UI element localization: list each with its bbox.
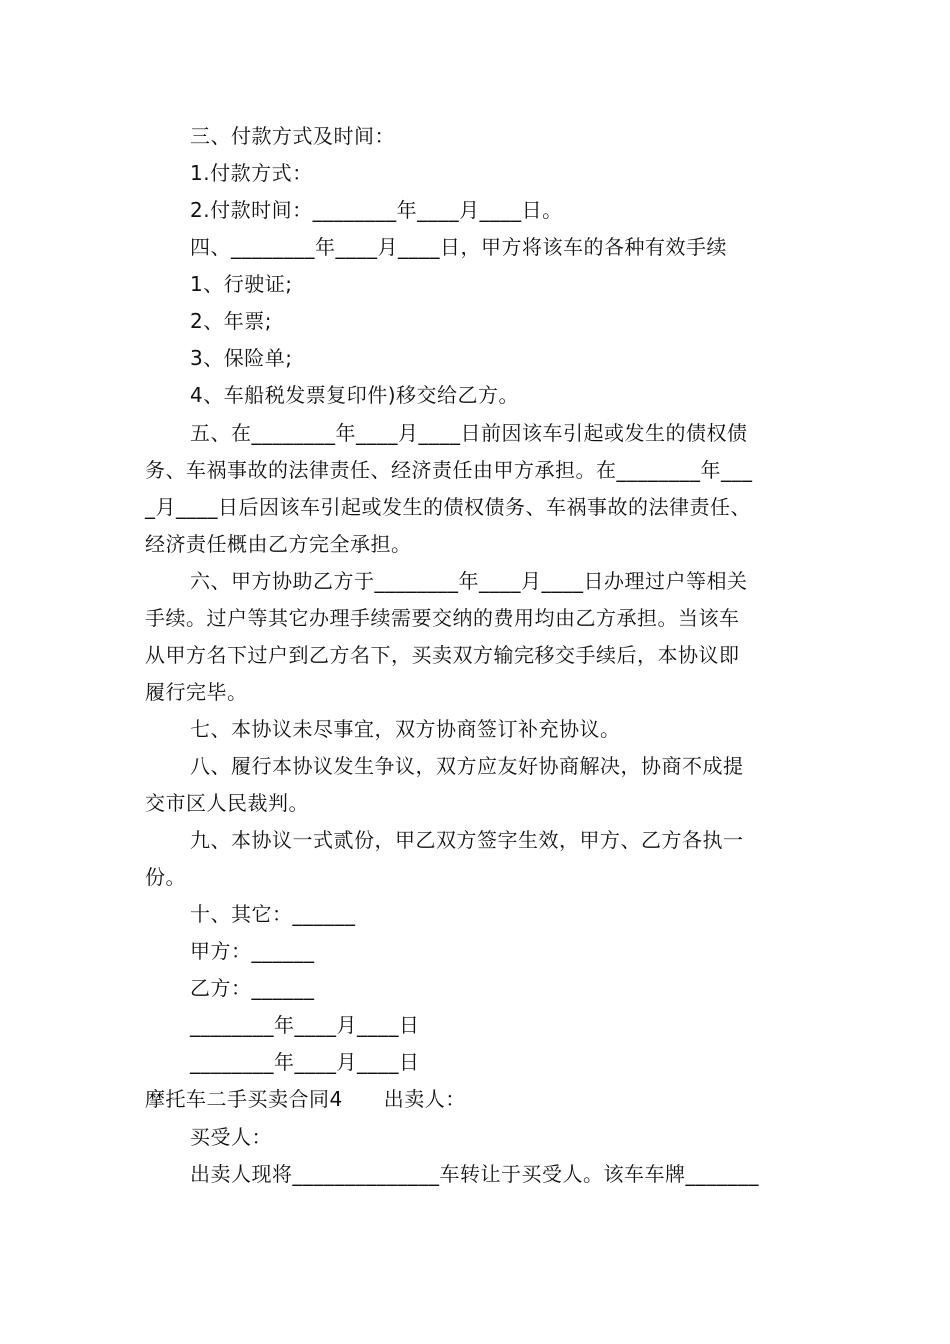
section-6-line-4: 履行完毕。 xyxy=(145,680,248,704)
list-item-1: 1、行驶证; xyxy=(190,272,293,296)
contract-4-title-line: 摩托车二手买卖合同4 出卖人： xyxy=(145,1087,466,1111)
date-line-1: ________年____月____日 xyxy=(190,1013,420,1037)
section-5-line-4: 经济责任概由乙方完全承担。 xyxy=(145,532,412,556)
date-line-2: ________年____月____日 xyxy=(190,1050,420,1074)
section-9-line-2: 份。 xyxy=(145,865,186,889)
list-item-2: 2、年票; xyxy=(190,309,272,333)
section-8-line-2: 交市区人民裁判。 xyxy=(145,791,309,815)
payment-time-line: 2.付款时间：________年____月____日。 xyxy=(190,198,563,222)
section-7-line: 七、本协议未尽事宜，双方协商签订补充协议。 xyxy=(190,717,621,741)
section-4-line: 四、________年____月____日，甲方将该车的各种有效手续 xyxy=(190,235,727,259)
section-5-line-1: 五、在________年____月____日前因该车引起或发生的债权债 xyxy=(190,421,748,445)
section-6-line-1: 六、甲方协助乙方于________年____月____日办理过户等相关 xyxy=(190,569,748,593)
list-item-3: 3、保险单; xyxy=(190,346,293,370)
list-item-4: 4、车船税发票复印件)移交给乙方。 xyxy=(190,383,520,407)
section-6-line-3: 从甲方名下过户到乙方名下，买卖双方输完移交手续后，本协议即 xyxy=(145,643,740,667)
section-9-line-1: 九、本协议一式贰份，甲乙双方签字生效，甲方、乙方各执一 xyxy=(190,828,744,852)
buyer-line: 买受人： xyxy=(190,1125,272,1149)
section-6-line-2: 手续。过户等其它办理手续需要交纳的费用均由乙方承担。当该车 xyxy=(145,606,740,630)
section-5-line-3: _月____日后因该车引起或发生的债权债务、车祸事故的法律责任、 xyxy=(145,495,751,519)
section-3-heading: 三、付款方式及时间： xyxy=(190,124,395,148)
section-5-line-2: 务、车祸事故的法律责任、经济责任由甲方承担。在________年___ xyxy=(145,458,753,482)
transfer-line: 出卖人现将______________车转让于买受人。该车车牌_______ xyxy=(190,1162,759,1186)
section-10-line: 十、其它：______ xyxy=(190,902,356,926)
party-a-line: 甲方：______ xyxy=(190,939,315,963)
party-b-line: 乙方：______ xyxy=(190,976,315,1000)
payment-method-line: 1.付款方式： xyxy=(190,161,313,185)
section-8-line-1: 八、履行本协议发生争议，双方应友好协商解决，协商不成提 xyxy=(190,754,744,778)
